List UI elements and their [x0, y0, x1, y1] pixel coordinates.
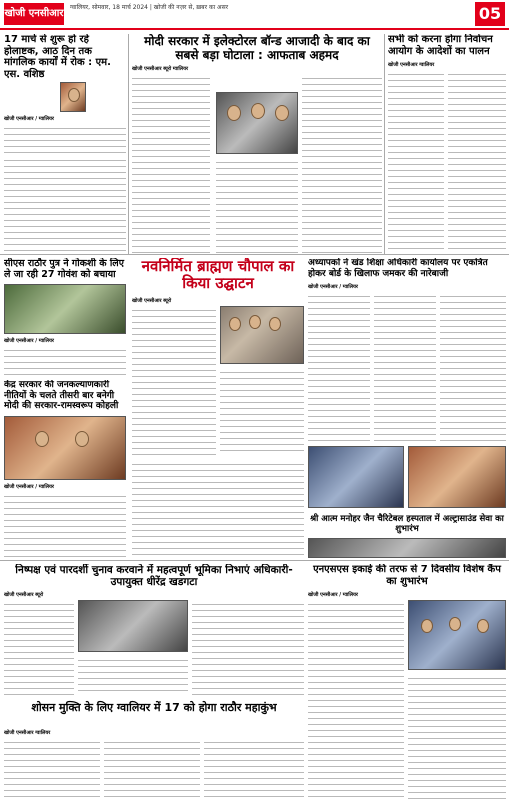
- story-electoral-bond: [132, 34, 382, 254]
- story-byline: खोजी एनसीआर ब्यूरो ग्वालियर: [132, 66, 189, 72]
- kohli-photo: [4, 416, 126, 480]
- masthead-brand: खोजी एनसीआर: [4, 3, 64, 25]
- story-body-col1: [4, 600, 74, 696]
- story9-headline: श्री आत्म मनोहर जैन चैरिटेबल हस्पताल में अल्ट्रासाउंड सेवा का शुभारंभ: [310, 514, 504, 534]
- story-body-bottom: [132, 460, 304, 558]
- story-body-col1: [308, 292, 370, 442]
- story-body-col3: [302, 74, 382, 254]
- story-cow-rescue: [4, 258, 126, 378]
- story-body-continued: [4, 156, 126, 251]
- story-body-col2: [374, 292, 436, 442]
- story-body-col2: [220, 368, 304, 456]
- story10-headline: शोसन मुक्ति के लिए ग्वालियर में 17 को होगा राठौर महाकुंभ: [31, 701, 277, 714]
- story-body: [4, 346, 126, 378]
- story-body-col1: [308, 600, 404, 800]
- story-byline: खोजी एनसीआर ग्वालियर: [388, 62, 435, 68]
- author-photo: [60, 82, 86, 112]
- story-kohli: [4, 380, 126, 558]
- story-headline: मोदी सरकार में इलेक्टोरल बॉन्ड आजादी के बाद का सबसे बड़ा घोटाला : आफताब अहमद: [144, 34, 370, 62]
- story-headline: 17 मार्च से शुरू हो रहे होलाष्टक, आठ दिन तक मांगलिक कार्यों में रोक : एम. एस. वशिष्ठ: [4, 34, 111, 80]
- inauguration-photo: [220, 306, 304, 364]
- story-headline: निष्पक्ष एवं पारदर्शी चुनाव करवाने में महत्वपूर्ण भूमिका निभाएं अधिकारी-उपायुक्त धीरेंद्र खडगटा: [15, 564, 293, 588]
- story10-body-col2: [104, 738, 200, 800]
- story-holashtak: [4, 34, 126, 154]
- story-headline: सीएस राठौर पुत्र ने गोकशी के लिए ले जा रही 27 गोवंश को बचाया: [4, 258, 125, 280]
- story-body-col2: [78, 656, 188, 696]
- protest-photo-2: [408, 446, 506, 508]
- protest-photo-1: [308, 446, 404, 508]
- story-body: [4, 124, 126, 154]
- masthead: [0, 0, 509, 30]
- nss-camp-photo: [408, 600, 506, 670]
- story-byline: खोजी एनसीआर ब्यूरो: [132, 298, 172, 304]
- story-election-commission: [388, 34, 506, 254]
- story-teachers-protest: [308, 258, 506, 558]
- story-headline: अध्यापकों ने खंड शिक्षा अधिकारी कार्यालय पर एकत्रित होकर बोर्ड के खिलाफ जमकर की नारेबाजी: [308, 258, 488, 279]
- story-headline: नवनिर्मित ब्राह्मण चौपाल का किया उद्घाटन: [141, 258, 295, 292]
- story-body-col2: [448, 70, 506, 254]
- story10-byline: खोजी एनसीआर ग्वालियर: [4, 730, 51, 736]
- story10-body-col3: [204, 738, 304, 800]
- story-body-col1: [388, 70, 444, 254]
- press-conference-photo: [216, 92, 298, 154]
- story-byline: खोजी एनसीआर ब्यूरो: [4, 592, 44, 598]
- row-rule: [0, 560, 509, 561]
- story-byline: खोजी एनसीआर / ग्वालियर: [308, 592, 358, 598]
- column-rule: [128, 34, 129, 254]
- row-rule: [0, 254, 509, 255]
- story-body: [4, 492, 126, 558]
- story-nss-camp: [308, 564, 506, 800]
- story-fair-election: [4, 564, 304, 800]
- page-number: 05: [475, 2, 505, 26]
- story-headline: एनएसएस इकाई की तरफ से 7 दिवसीय विशेष कैंप का शुभारंभ: [313, 564, 501, 587]
- masthead-info: ग्वालियर, सोमवार, 18 मार्च 2024 | खोजी की नज़र से, ख़बर का असर: [70, 4, 229, 11]
- meeting-photo: [78, 600, 188, 652]
- story-byline: खोजी एनसीआर / ग्वालियर: [4, 484, 54, 490]
- story-body-col3: [192, 600, 304, 696]
- story-headline: केंद्र सरकार की जनकल्याणकारी नीतियों के चलते तीसरी बार बनेगी मोदी की सरकार-रामस्वरूप कोहली: [4, 380, 119, 411]
- column-rule: [384, 34, 385, 254]
- story-body-col1: [132, 306, 216, 456]
- story-body-col2: [408, 674, 506, 800]
- story-brahmin-chaupal: [132, 258, 304, 558]
- story-body-col2: [216, 158, 298, 254]
- story-body-col3: [440, 292, 506, 442]
- story-byline: खोजी एनसीआर / ग्वालियर: [4, 338, 54, 344]
- cow-rescue-photo: [4, 284, 126, 334]
- hospital-photo: [308, 538, 506, 558]
- story-byline: खोजी एनसीआर / ग्वालियर: [308, 284, 358, 290]
- story10-body-col1: [4, 738, 100, 800]
- story-headline: सभी को करना होगा निर्वाचन आयोग के आदेशों का पालन: [388, 34, 493, 57]
- story-byline: खोजी एनसीआर / ग्वालियर: [4, 116, 54, 122]
- story-body-col1: [132, 74, 210, 254]
